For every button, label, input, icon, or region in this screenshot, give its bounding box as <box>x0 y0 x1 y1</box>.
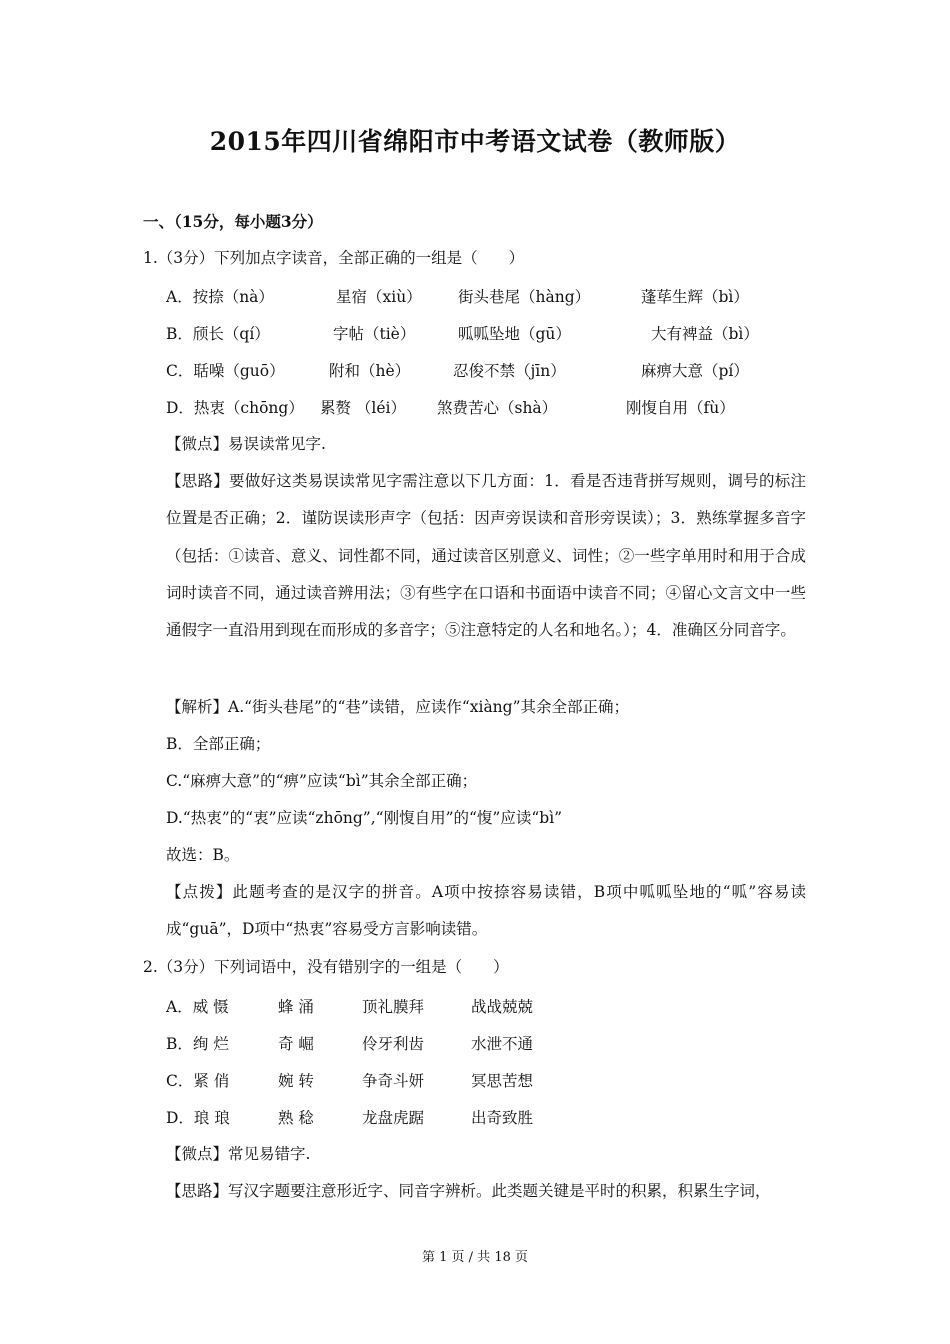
q1-option-b-3: 呱呱坠地（gū） <box>458 325 571 343</box>
q1-option-d-3: 煞费苦心（shà） <box>437 399 558 417</box>
q2-option-a-1: A．威 慑 <box>166 998 229 1016</box>
q1-option-c-4: 麻痹大意（pí） <box>641 362 749 380</box>
q1-option-c-3: 忍俊不禁（jīn） <box>453 362 566 380</box>
q1-jiexi-a: 【解析】A.“街头巷尾”的“巷”读错，应读作“xiàng”其余全部正确； <box>166 698 630 716</box>
q2-option-c-2: 婉 转 <box>278 1072 314 1090</box>
q2-option-d-4: 出奇致胜 <box>471 1109 534 1127</box>
q2-option-c-1: C．紧 俏 <box>166 1072 230 1090</box>
q2-option-b-2: 奇 崛 <box>278 1035 314 1053</box>
q2-option-b-3: 伶牙利齿 <box>362 1035 425 1053</box>
q2-option-b-4: 水泄不通 <box>471 1035 534 1053</box>
q2-option-c-4: 冥思苦想 <box>471 1072 534 1090</box>
q1-option-d-1: D．热衷（chōng） <box>166 399 304 417</box>
q1-option-a-4: 蓬荜生辉（bì） <box>641 288 749 306</box>
q2-silu: 【思路】写汉字题要注意形近字、同音字辨析。此类题关键是平时的积累，积累生字词， <box>166 1182 771 1200</box>
q2-weidian: 【微点】常见易错字. <box>166 1145 311 1163</box>
q2-option-d-3: 龙盘虎踞 <box>362 1109 425 1127</box>
page-footer: 第 1 页 / 共 18 页 <box>422 1250 528 1265</box>
question-2-stem: 2.（3分）下列词语中，没有错别字的一组是（ ） <box>143 958 509 976</box>
q2-option-d-2: 熟 稔 <box>278 1109 314 1127</box>
q1-weidian: 【微点】易误读常见字. <box>166 435 326 453</box>
page-title: 2015年四川省绵阳市中考语文试卷（教师版） <box>209 127 741 156</box>
q1-option-d-2: 累赘 （léi） <box>320 399 407 417</box>
q1-option-a-1: A．按捺（nà） <box>166 288 274 306</box>
q2-option-a-4: 战战兢兢 <box>471 998 534 1016</box>
q1-silu: 【思路】要做好这类易误读常见字需注意以下几方面：1．看是否违背拼写规则，调号的标注位置是否正确；2．谨防误读形声字（包括：因声旁误读和音形旁误读）；3．熟练掌握多音字（包括：①读音、意义、词性都不同，通过读音区别意义、词性；②一些字单用时和用于合成词时读音不同，通过读音辨用法；③有些字在口语和书面语中读音不同；④留心文言文中一些通假字一直沿用到现在而形成的多音字；⑤注意特定的人名和地名。）；4．准确区分同音字。 <box>166 472 806 640</box>
q1-option-a-3: 街头巷尾（hàng） <box>458 288 591 306</box>
q1-answer: 故选：B。 <box>166 846 240 864</box>
q1-option-c-2: 附和（hè） <box>329 362 411 380</box>
q2-option-c-3: 争奇斗妍 <box>362 1072 425 1090</box>
q1-jiexi-b: B．全部正确； <box>166 735 271 753</box>
q1-option-b-4: 大有裨益（bì） <box>651 325 759 343</box>
q1-option-d-4: 刚愎自用（fù） <box>626 399 735 417</box>
question-1-stem: 1.（3分）下列加点字读音，全部正确的一组是（ ） <box>143 249 525 267</box>
q1-option-b-1: B．颀长（qí） <box>166 325 270 343</box>
q1-option-a-2: 星宿（xiù） <box>336 288 422 306</box>
q2-option-b-1: B．绚 烂 <box>166 1035 229 1053</box>
q2-option-a-2: 蜂 涌 <box>278 998 314 1016</box>
q1-option-c-1: C．聒噪（guō） <box>166 362 285 380</box>
q1-jiexi-c: C.“麻痹大意”的“痹”应读“bì”其余全部正确； <box>166 772 478 790</box>
q1-dianbo: 【点拨】此题考查的是汉字的拼音。A项中按捺容易读错，B项中呱呱坠地的“呱”容易读成“guā”，D项中“热衷”容易受方言影响读错。 <box>166 883 806 939</box>
q2-option-a-3: 顶礼膜拜 <box>362 998 425 1016</box>
section-heading: 一、（15分，每小题3分） <box>143 212 323 231</box>
q1-jiexi-d: D.“热衷”的“衷”应读“zhōng”,“刚愎自用”的“愎”应读“bì” <box>166 809 563 827</box>
q2-option-d-1: D．琅 琅 <box>166 1109 230 1127</box>
q1-option-b-2: 字帖（tiè） <box>333 325 416 343</box>
